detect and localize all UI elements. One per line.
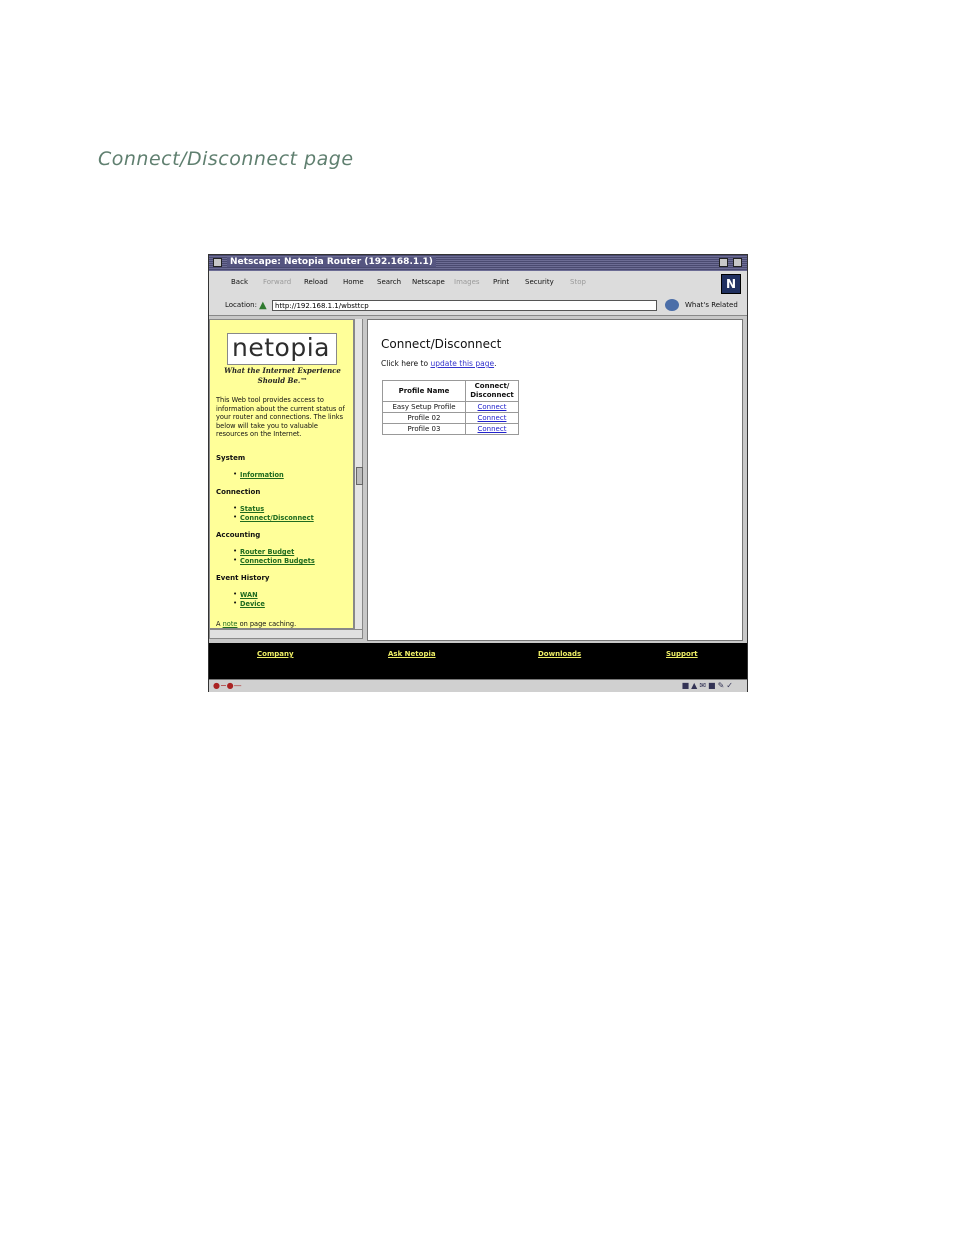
bullet-icon: • <box>233 504 238 512</box>
footer-link-ask-netopia[interactable]: Ask Netopia <box>388 650 436 658</box>
sidebar-link-router-budget[interactable]: Router Budget <box>240 548 295 556</box>
url-field[interactable]: http://192.168.1.1/wbsttcp <box>272 300 657 311</box>
print-button[interactable]: Print <box>493 278 510 286</box>
sidebar-link-status[interactable]: Status <box>240 505 265 513</box>
netscape-logo-icon: N <box>721 274 741 294</box>
connect-link[interactable]: Connect <box>477 425 507 433</box>
connect-link[interactable]: Connect <box>477 414 507 422</box>
security-lock-icon[interactable]: ●−●— <box>213 681 242 690</box>
reload-button[interactable]: Reload <box>304 278 328 286</box>
bullet-icon: • <box>233 599 238 607</box>
table-row <box>383 413 519 424</box>
sidebar-intro: This Web tool provides access to information about the current status of your router and connections. The links below will take you to valuable resources on the Internet. <box>216 396 345 438</box>
section-system: System <box>216 454 246 462</box>
footer-link-company[interactable]: Company <box>257 650 294 658</box>
sidebar-link-information[interactable]: Information <box>240 471 284 479</box>
section-connection: Connection <box>216 488 261 496</box>
connect-link[interactable]: Connect <box>477 403 507 411</box>
sidebar-link-device[interactable]: Device <box>240 600 265 608</box>
section-accounting: Accounting <box>216 531 261 539</box>
search-button[interactable]: Search <box>377 278 402 286</box>
close-box-icon[interactable] <box>213 258 222 267</box>
page-title: Connect/Disconnect <box>381 337 502 351</box>
footer-link-support[interactable]: Support <box>666 650 698 658</box>
bullet-icon: • <box>233 470 238 478</box>
component-bar-icons[interactable]: ■▲✉■✎✓ <box>681 681 735 690</box>
back-button[interactable]: Back <box>231 278 248 286</box>
location-label: Location: <box>225 301 257 309</box>
title-bar[interactable] <box>209 255 747 271</box>
sidebar-frame <box>209 319 354 629</box>
forward-button[interactable]: Forward <box>263 278 292 286</box>
column-header: Connect/ Disconnect <box>466 381 519 402</box>
profile-name: Easy Setup Profile <box>383 402 466 413</box>
browser-window <box>208 254 748 692</box>
images-button[interactable]: Images <box>454 278 480 286</box>
scrollbar-thumb[interactable] <box>356 467 363 485</box>
column-header: Profile Name <box>383 381 466 402</box>
netopia-logo: netopia <box>227 333 337 365</box>
sidebar-horizontal-scrollbar[interactable] <box>209 629 363 639</box>
caching-note: A note on page caching. <box>216 620 297 628</box>
profile-name: Profile 02 <box>383 413 466 424</box>
table-row <box>383 424 519 435</box>
whats-related-icon[interactable] <box>665 299 679 311</box>
bullet-icon: • <box>233 547 238 555</box>
bullet-icon: • <box>233 590 238 598</box>
section-event-history: Event History <box>216 574 270 582</box>
bookmark-icon[interactable]: ▲ <box>259 300 267 311</box>
bullet-icon: • <box>233 556 238 564</box>
sidebar-link-wan[interactable]: WAN <box>240 591 258 599</box>
sidebar-link-connect-disconnect[interactable]: Connect/Disconnect <box>240 514 314 522</box>
collapse-box-icon[interactable] <box>733 258 742 267</box>
tagline: What the Internet Experience Should Be.™ <box>224 366 341 385</box>
netscape-button[interactable]: Netscape <box>412 278 445 286</box>
whats-related-button[interactable]: What's Related <box>685 301 738 309</box>
content-frame <box>367 319 743 641</box>
status-bar <box>209 679 747 692</box>
navigation-toolbar <box>209 271 747 298</box>
update-page-link[interactable]: update this page <box>430 359 495 368</box>
home-button[interactable]: Home <box>343 278 364 286</box>
security-button[interactable]: Security <box>525 278 554 286</box>
profile-name: Profile 03 <box>383 424 466 435</box>
footer-link-downloads[interactable]: Downloads <box>538 650 582 658</box>
table-row <box>383 402 519 413</box>
document-heading: Connect/Disconnect page <box>98 148 354 170</box>
sidebar-scrollbar[interactable] <box>354 319 363 629</box>
window-title: Netscape: Netopia Router (192.168.1.1) <box>227 257 436 267</box>
table-header-row <box>383 381 519 402</box>
bullet-icon: • <box>233 513 238 521</box>
profile-table <box>382 380 519 435</box>
zoom-box-icon[interactable] <box>719 258 728 267</box>
sidebar-link-connection-budgets[interactable]: Connection Budgets <box>240 557 315 565</box>
stop-button[interactable]: Stop <box>570 278 586 286</box>
location-bar <box>209 297 747 316</box>
update-instruction: Click here to update this page. <box>381 359 497 368</box>
footer-bar <box>209 643 747 679</box>
note-link[interactable]: note <box>222 620 238 628</box>
